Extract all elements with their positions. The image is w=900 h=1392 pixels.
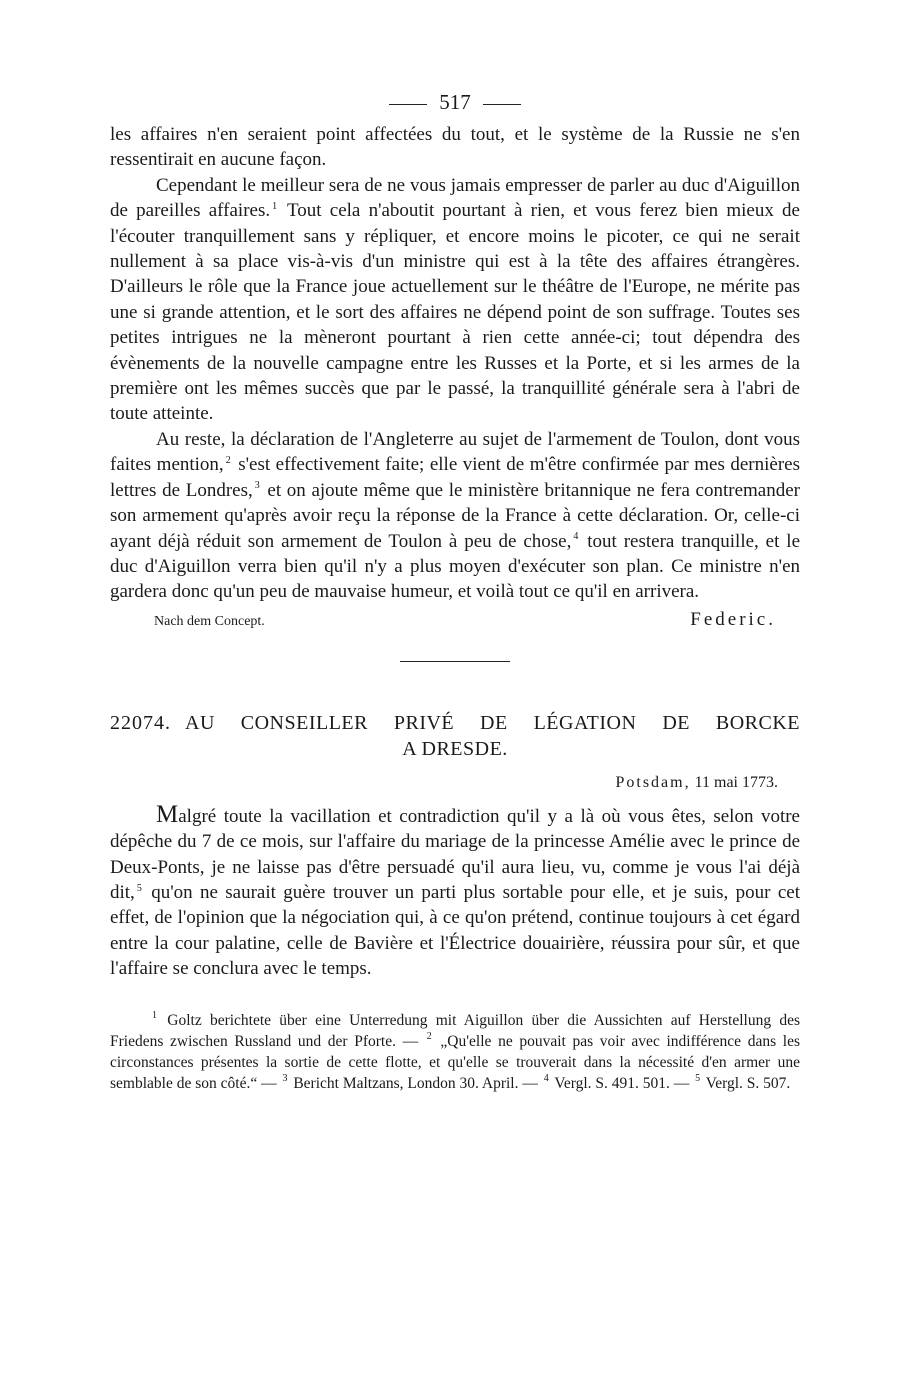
paragraph-3-part-d: tout restera tranquille, et le duc d'Aiguillon verra bien qu'il n'y a plus moyen d'exécuter son plan. Ce ministre n'en gardera donc qu'un peu de mauvaise humeur, et voilà tout ce qu'il en arrivera. — [110, 530, 801, 603]
footnotes — [110, 1010, 800, 1094]
source-note: Nach dem Concept. — [154, 613, 265, 629]
paragraph-3-part-b: s'est effectivement faite; elle vient de m'être confirmée par mes dernières lettres de Londres, — [110, 454, 800, 501]
paragraph-2-part-b: Tout cela n'aboutit pourtant à rien, et vous ferez bien mieux de l'écouter tranquillement sans y répliquer, et encore moins le picoter, ce qui ne serait nullement à sa place vis-à-vis d'un ministre qui est à la tête des affaires étrangères. D'ailleurs le rôle que la France joue actuellement sur le théâtre de l'Europe, ne mérite pas une si grande attention, et le sort des affaires ne dépend point de son suffrage. Toutes ses petites intrigues ne la mèneront pourtant à rien cette année-ci; tout dépendra des évènements de la nouvelle campagne entre les Russes et la Porte, et si les armes de la première ont les mêmes succès que par le passé, la tranquillité générale sera à l'abri de toute atteinte. — [110, 200, 800, 425]
letter-heading-line-1 — [110, 710, 800, 736]
footnote-ref-2[interactable]: 2 — [225, 454, 231, 466]
letter-heading — [110, 710, 800, 762]
footnote-3-text: Bericht Maltzans, London 30. April. — — [293, 1074, 538, 1092]
dateline-place: Potsdam, — [615, 773, 691, 791]
header-rule-right — [483, 104, 521, 105]
footnote-ref-4[interactable]: 4 — [573, 531, 579, 543]
footnote-marker-4: 4 — [543, 1073, 549, 1085]
section-divider — [400, 661, 510, 662]
paragraph-3 — [110, 427, 800, 605]
letter-body — [110, 802, 800, 982]
letter-continuation — [110, 122, 800, 605]
header-rule-left — [389, 104, 427, 105]
paragraph-3-part-a: Au reste, la déclaration de l'Angleterre au sujet de l'armement de Toulon, dont vous faites mention, — [110, 428, 800, 476]
letter-number: 22074. — [110, 711, 171, 734]
dateline-date: 11 mai 1773. — [694, 773, 778, 791]
paragraph-1: les affaires n'en seraient point affectées du tout, et le système de la Russie ne s'en ressentirait en aucune façon. — [110, 124, 800, 171]
letter-title-line-2: A DRESDE. — [402, 737, 508, 760]
footnote-ref-3[interactable]: 3 — [254, 480, 260, 492]
footnote-5-text: Vergl. S. 507. — [705, 1074, 791, 1092]
dateline — [110, 774, 800, 792]
paragraph-3-part-c: et on ajoute même que le ministère britannique ne fera contremander son armement qu'après avoir reçu la réponse de la France à cette déclaration. Or, celle-ci ayant déjà réduit son armement de Toulon à peu de chose, — [110, 479, 800, 552]
footnote-1-text: Goltz berichtete über eine Unterredung mit Aiguillon über die Aussichten auf Herstellung des Friedens zwischen Russland und der Pforte. — — [110, 1011, 801, 1050]
initial-capital: M — [156, 800, 179, 828]
page-number: 517 — [439, 90, 471, 114]
letter-body-part-b: qu'on ne saurait guère trouver un parti plus sortable pour elle, et je suis, pour cet effet, de l'opinion que la négociation qui, à ce qu'on prétend, continue toujours à cet égard entre la cour palatine, celle de Bavière et l'Électrice douairière, réussira pour sûr, et que l'affaire se conclura avec le temps. — [110, 881, 801, 980]
footnote-marker-2: 2 — [426, 1031, 432, 1043]
footnote-marker-1: 1 — [152, 1010, 157, 1022]
footnote-marker-5: 5 — [695, 1073, 701, 1085]
footnote-block — [110, 1010, 800, 1094]
paragraph-2 — [110, 173, 800, 427]
footnote-4-text: Vergl. S. 491. 501. — — [554, 1074, 690, 1092]
signature: Federic. — [690, 608, 776, 630]
footnote-marker-3: 3 — [282, 1073, 288, 1085]
letter-paragraph — [110, 802, 800, 982]
document-page — [110, 88, 800, 1094]
paragraph-2-part-a: Cependant le meilleur sera de ne vous jamais empresser de parler au duc d'Aiguillon de pareilles affaires. — [110, 174, 800, 222]
footnote-ref-5[interactable]: 5 — [136, 882, 142, 894]
footnote-ref-1[interactable]: 1 — [272, 200, 278, 212]
letter-title-line-1: AU CONSEILLER PRIVÉ DE LÉGATION DE BORCKE — [185, 711, 800, 734]
signoff — [110, 609, 800, 631]
footnote-2-text: „Qu'elle ne pouvait pas voir avec indifférence dans les circonstances présentes la sortie de cette flotte, et qu'elle se trouverait dans la nécessité d'en armer une semblable de son côté.“ — — [110, 1032, 800, 1092]
page-header — [110, 88, 800, 122]
letter-body-part-a: algré toute la vacillation et contradiction qu'il y a là où vous êtes, selon votre dépêche du 7 de ce mois, sur l'affaire du mariage de la princesse Amélie avec le prince de Deux-Ponts, je ne laisse pas d'être persuadé qu'il aura lieu, vu, comme je vous l'ai déjà dit, — [110, 805, 800, 903]
